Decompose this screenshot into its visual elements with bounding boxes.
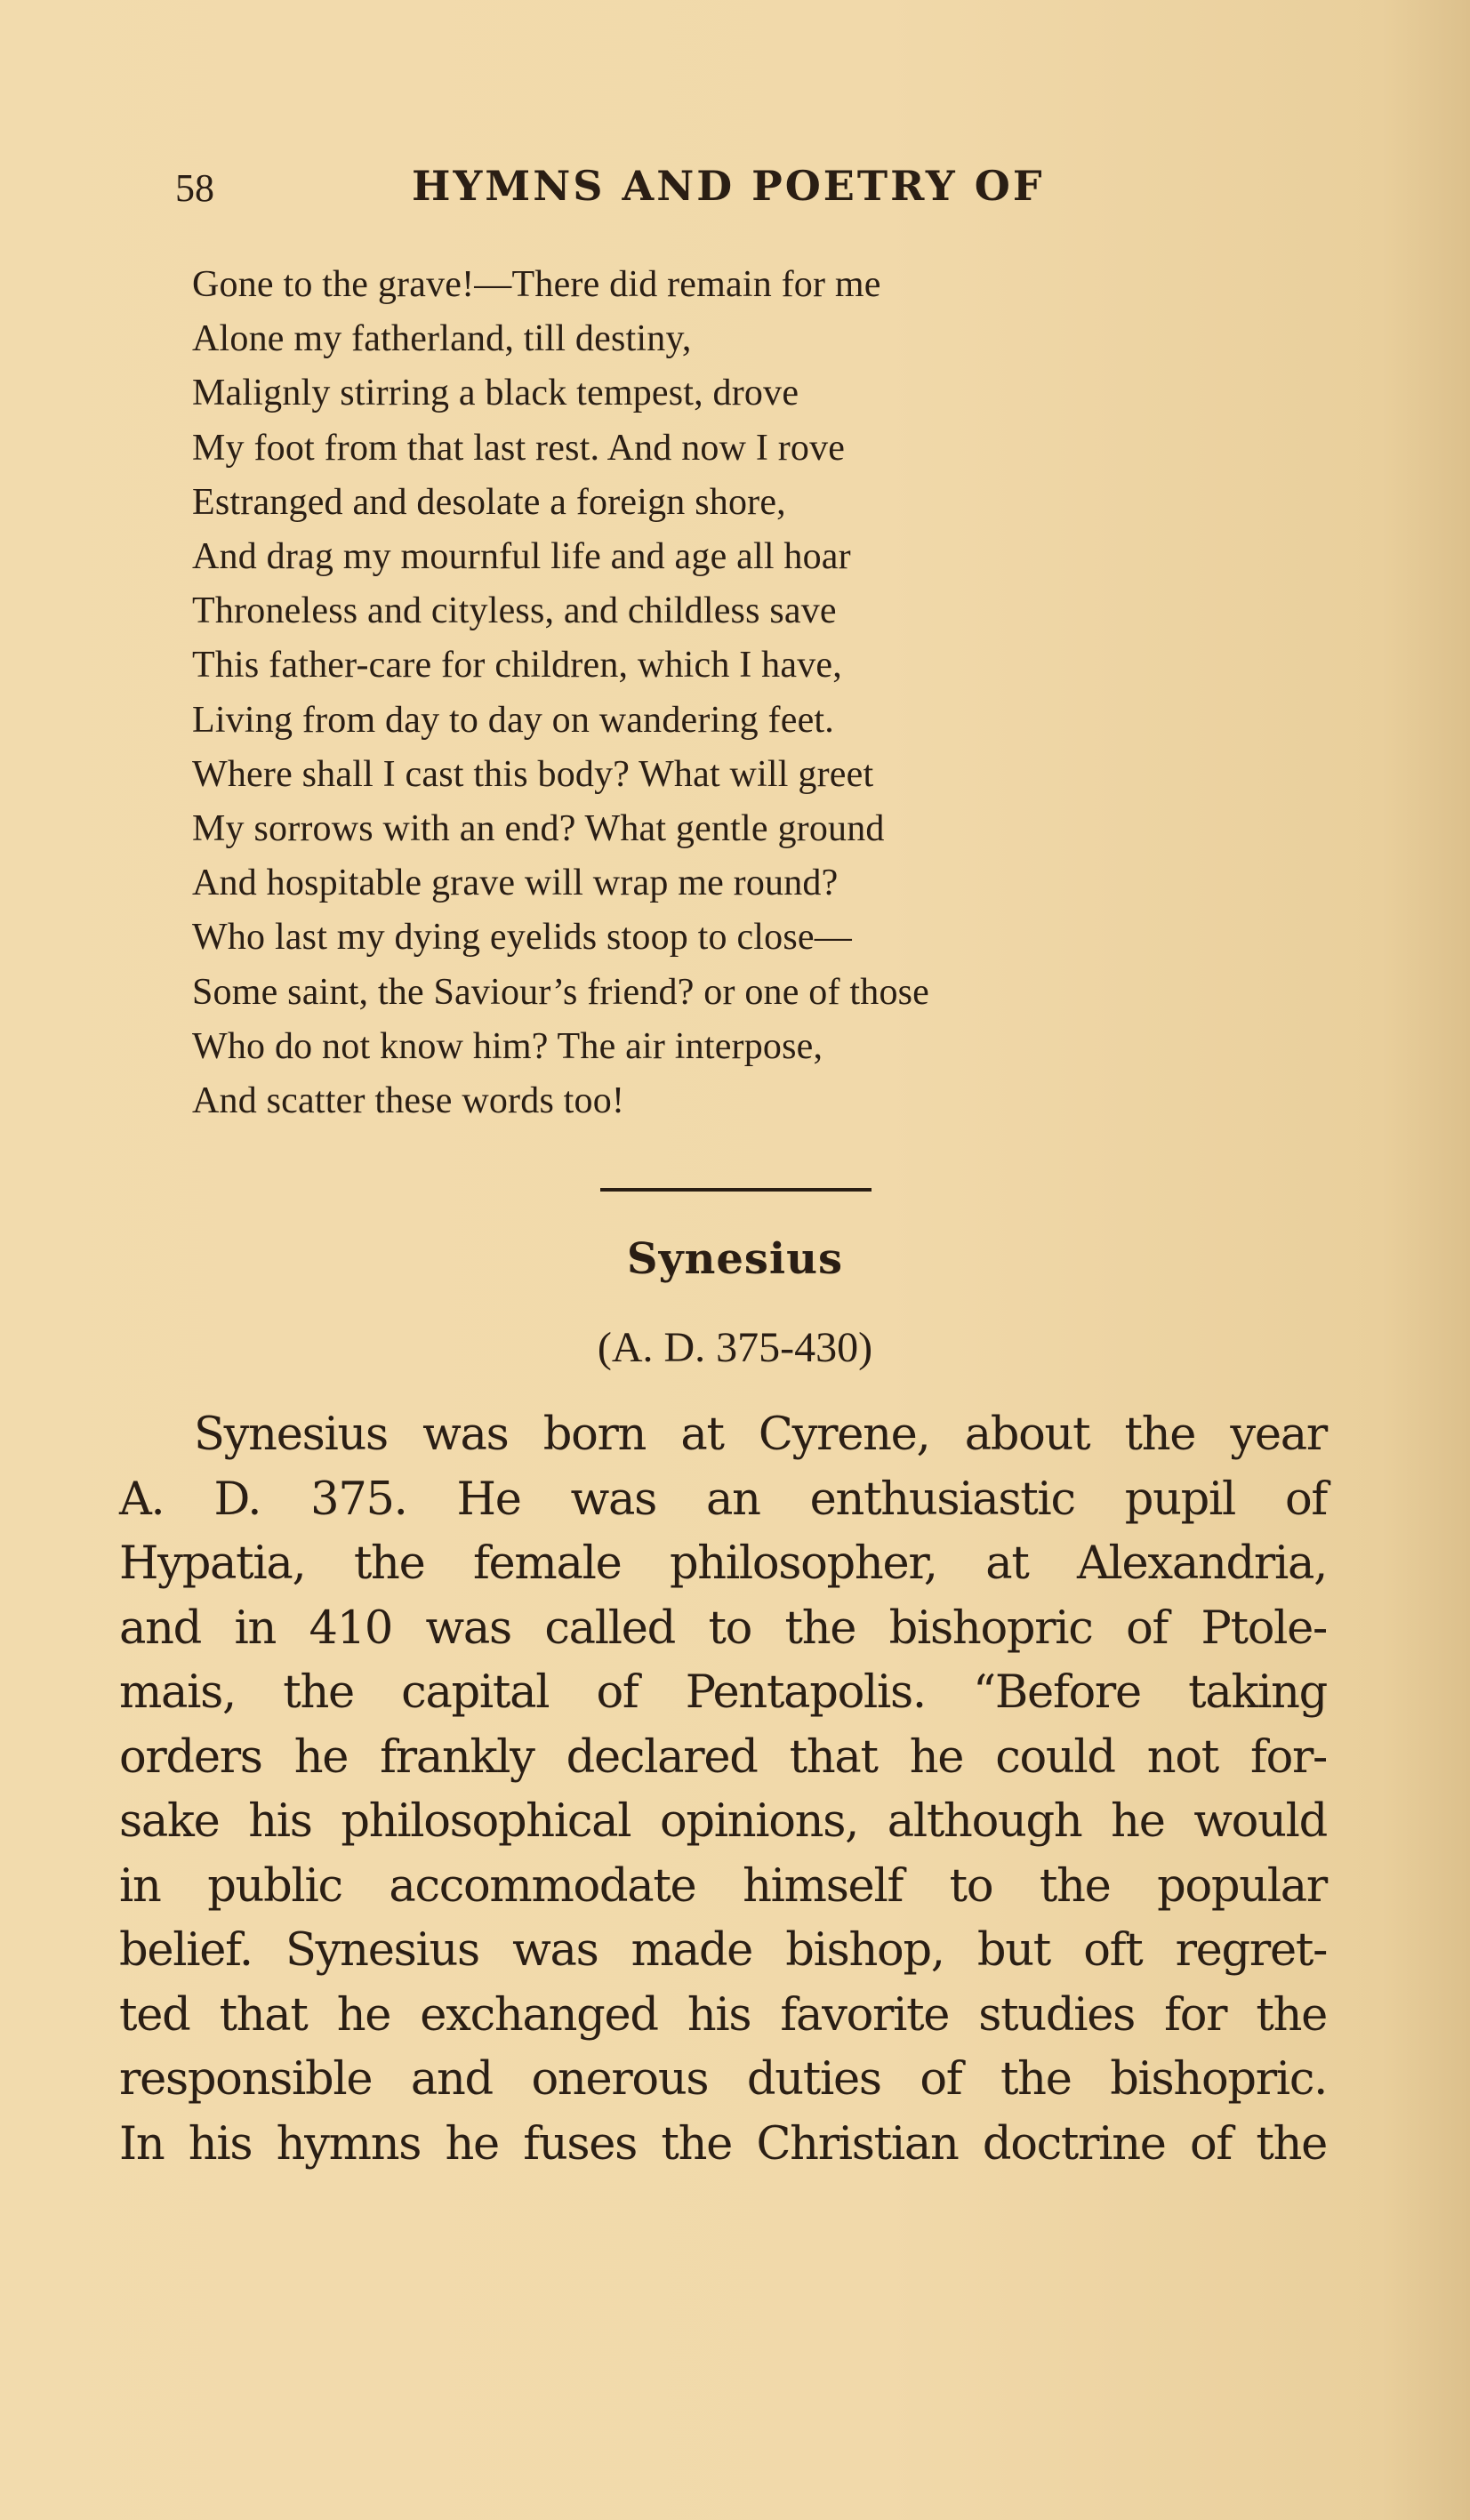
bio-line: A. D. 375. He was an enthusiastic pupil of <box>119 1473 1327 1526</box>
bio-line: mais, the capital of Pentapolis. “Before taking <box>119 1666 1327 1719</box>
bio-line: ted that he exchanged his favorite studies for the <box>119 1988 1327 2042</box>
bio-line: in public accommodate himself to the popular <box>119 1859 1327 1913</box>
poem-line: And scatter these words too! <box>192 1080 625 1122</box>
poem-line: Alone my fatherland, till destiny, <box>192 318 692 360</box>
bio-line: Hypatia, the female philosopher, at Alexandria, <box>119 1537 1327 1590</box>
running-head <box>175 162 1073 215</box>
bio-line: sake his philosophical opinions, although he would <box>119 1795 1327 1848</box>
poem-line: Throneless and cityless, and childless save <box>192 590 837 632</box>
bio-line: belief. Synesius was made bishop, but oft regret- <box>119 1924 1327 1977</box>
poem-line: Where shall I cast this body? What will greet <box>192 753 874 795</box>
bio-line: and in 410 was called to the bishopric of Ptole- <box>119 1601 1327 1655</box>
poem-line: Estranged and desolate a foreign shore, <box>192 481 786 523</box>
running-head-title: HYMNS AND POETRY OF <box>412 162 1045 210</box>
poem <box>192 258 929 1128</box>
poem-line: Some saint, the Saviour’s friend? or one of those <box>192 971 930 1013</box>
poem-line: This father-care for children, which I have, <box>192 645 842 686</box>
section-dates: (A. D. 375-430) <box>597 1324 873 1371</box>
section-title: Synesius <box>626 1234 844 1284</box>
poem-line: Who do not know him? The air interpose, <box>192 1025 823 1067</box>
bio-line: responsible and onerous duties of the bishopric. <box>119 2053 1327 2106</box>
page-number: 58 <box>175 166 214 210</box>
biography-paragraph <box>119 1403 1327 2177</box>
poem-line: Gone to the grave!—There did remain for me <box>192 264 881 305</box>
poem-line: Who last my dying eyelids stoop to close— <box>192 917 852 959</box>
section-divider <box>600 1188 872 1192</box>
bio-line: In his hymns he fuses the Christian doctrine of the <box>119 2117 1327 2171</box>
poem-line: Malignly stirring a black tempest, drove <box>192 373 799 414</box>
poem-line: And hospitable grave will wrap me round? <box>192 863 839 904</box>
poem-line: Living from day to day on wandering feet. <box>192 699 834 741</box>
poem-line: My sorrows with an end? What gentle ground <box>192 808 885 850</box>
bio-line: Synesius was born at Cyrene, about the year <box>194 1408 1327 1461</box>
bio-line: orders he frankly declared that he could not for- <box>119 1730 1327 1784</box>
poem-line: And drag my mournful life and age all hoar <box>192 536 851 578</box>
poem-line: My foot from that last rest. And now I rove <box>192 427 846 469</box>
